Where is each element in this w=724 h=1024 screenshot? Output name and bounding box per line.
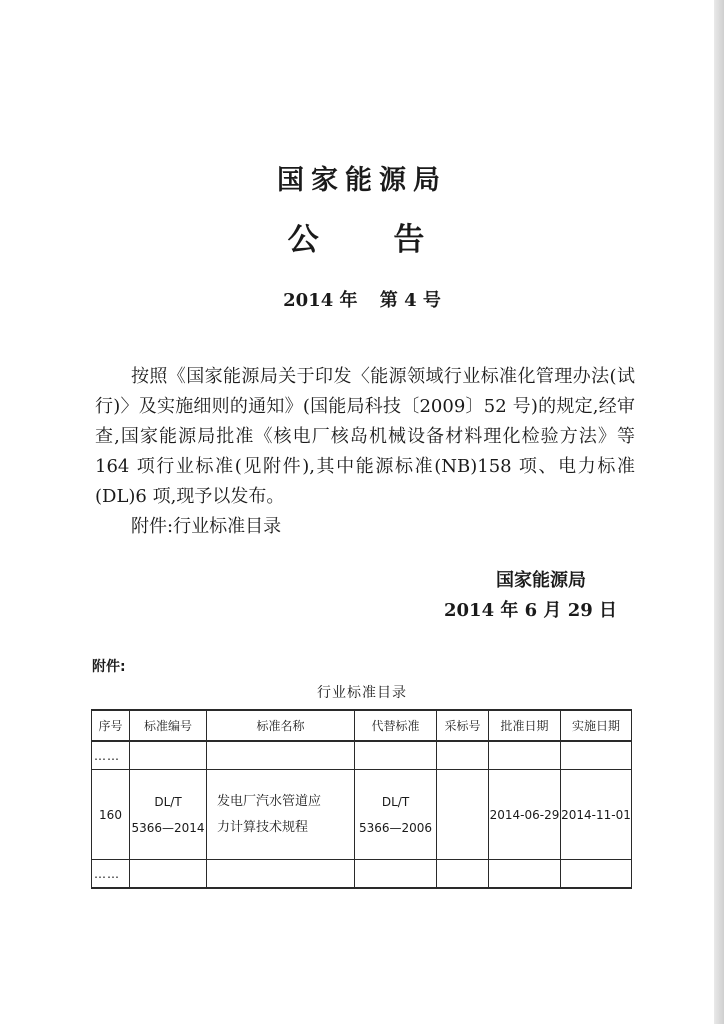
notice-title: 公 告 xyxy=(287,222,457,258)
table-header-row xyxy=(92,710,632,741)
col-header-std-no: 标准编号 xyxy=(130,710,207,741)
std-name-line-2: 力计算技术规程 xyxy=(217,819,309,835)
scan-edge-shadow xyxy=(714,0,724,1024)
col-header-seq: 序号 xyxy=(92,710,130,741)
table-title: 行业标准目录 xyxy=(317,685,407,701)
replaces-number: 5366—2006 xyxy=(358,820,433,835)
notice-paragraph: 按照《国家能源局关于印发〈能源领域行业标准化管理办法(试行)〉及实施细则的通知》(国能局科技〔2009〕52 号)的规定,经审查,国家能源局批准《核电厂核岛机械设备材料理化检验方法》等 164 项行业标准(见附件),其中能源标准(NB)158 项、电力标准(DL)6 项,现予以发布。 xyxy=(95,366,635,507)
ellipsis-cell: …… xyxy=(92,860,130,889)
issue-number-line xyxy=(0,286,724,312)
agency-title: 国家能源局 xyxy=(277,165,447,196)
cell-std-no xyxy=(130,770,207,860)
std-name-line-1: 发电厂汽水管道应 xyxy=(217,793,322,809)
col-header-adoption: 采标号 xyxy=(437,710,489,741)
ellipsis-cell: …… xyxy=(92,741,130,770)
cell-seq: 160 xyxy=(92,770,130,860)
cell-name xyxy=(207,770,355,860)
table-row xyxy=(92,741,632,770)
standards-catalog-table xyxy=(91,709,632,889)
cell-replaces xyxy=(355,770,437,860)
col-header-approved: 批准日期 xyxy=(489,710,561,741)
table-row xyxy=(92,770,632,860)
cell-effective: 2014-11-01 xyxy=(561,770,632,860)
notice-body xyxy=(95,362,635,512)
col-header-replaces: 代替标准 xyxy=(355,710,437,741)
signature-agency: 国家能源局 xyxy=(496,570,586,591)
issue-year: 2014 年 xyxy=(283,290,358,311)
signature-date: 2014 年 6 月 29 日 xyxy=(444,600,618,621)
col-header-effective: 实施日期 xyxy=(561,710,632,741)
issue-number: 第 4 号 xyxy=(379,290,441,311)
table-row xyxy=(92,860,632,889)
attachment-reference: 附件:行业标准目录 xyxy=(131,516,282,537)
replaces-prefix: DL/T xyxy=(381,794,410,809)
std-no-number: 5366—2014 xyxy=(131,820,205,835)
cell-approved: 2014-06-29 xyxy=(489,770,561,860)
col-header-name: 标准名称 xyxy=(207,710,355,741)
cell-adoption xyxy=(437,770,489,860)
std-no-prefix: DL/T xyxy=(154,794,182,809)
attachment-label: 附件: xyxy=(92,659,126,675)
